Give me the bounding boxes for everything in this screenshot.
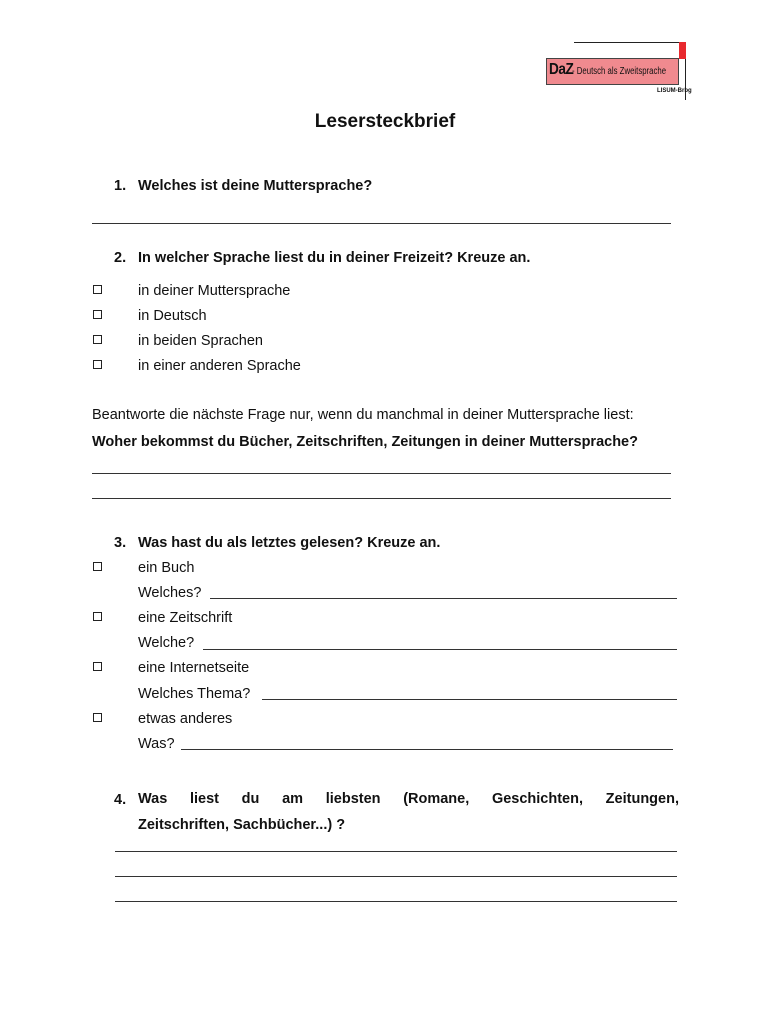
q3-checkbox-4[interactable] [93, 713, 102, 722]
logo-small-text: LISUM-Brbg [657, 88, 692, 94]
q3-followup-1: Welches? [138, 585, 202, 601]
conditional-answer-line-1[interactable] [92, 473, 671, 474]
q3-option-1: ein Buch [138, 560, 195, 576]
q1-answer-line[interactable] [92, 223, 671, 224]
q3-number: 3. [114, 535, 127, 551]
q3-text: Was hast du als letztes gelesen? Kreuze an. [138, 535, 441, 551]
page-title: Lesersteckbrief [314, 111, 456, 132]
q3-followup-2: Welche? [138, 635, 195, 651]
q2-option-2: in Deutsch [138, 308, 207, 324]
q3-option-3: eine Internetseite [138, 660, 250, 676]
q3-option-2: eine Zeitschrift [138, 610, 233, 626]
q2-text: In welcher Sprache liest du in deiner Freizeit? Kreuze an. [138, 250, 531, 266]
logo-subtitle: - Deutsch als Zweitsprache [572, 66, 667, 77]
q4-number: 4. [114, 792, 127, 808]
q4-text-line-1: Was liest du am liebsten (Romane, Geschichten, Zeitungen, [138, 791, 679, 807]
q4-text-line-2: Zeitschriften, Sachbücher...) ? [138, 817, 346, 833]
conditional-answer-line-2[interactable] [92, 498, 671, 499]
q3-checkbox-1[interactable] [93, 562, 102, 571]
q1-number: 1. [114, 178, 127, 194]
q2-number: 2. [114, 250, 127, 266]
q3-followup-line-3[interactable] [262, 699, 677, 700]
q2-option-1: in deiner Muttersprache [138, 283, 291, 299]
q4-answer-line-1[interactable] [115, 851, 677, 852]
q4-text [138, 786, 679, 838]
q2-checkbox-4[interactable] [93, 360, 102, 369]
q3-checkbox-3[interactable] [93, 662, 102, 671]
q2-checkbox-1[interactable] [93, 285, 102, 294]
q2-option-4: in einer anderen Sprache [138, 358, 301, 374]
q1-text: Welches ist deine Muttersprache? [138, 178, 373, 194]
q3-followup-line-2[interactable] [203, 649, 677, 650]
conditional-note: Beantworte die nächste Frage nur, wenn du manchmal in deiner Muttersprache liest: [92, 407, 634, 423]
q2-checkbox-3[interactable] [93, 335, 102, 344]
q2-checkbox-2[interactable] [93, 310, 102, 319]
q3-followup-4: Was? [138, 736, 175, 752]
logo-red-tab [679, 42, 686, 59]
q3-option-4: etwas anderes [138, 711, 233, 727]
conditional-question: Woher bekommst du Bücher, Zeitschriften, Zeitungen in deiner Muttersprache? [92, 434, 638, 450]
q2-option-3: in beiden Sprachen [138, 333, 263, 349]
q4-answer-line-2[interactable] [115, 876, 677, 877]
q3-followup-line-1[interactable] [210, 598, 677, 599]
q4-answer-line-3[interactable] [115, 901, 677, 902]
q3-followup-line-4[interactable] [181, 749, 673, 750]
q3-checkbox-2[interactable] [93, 612, 102, 621]
logo-brand: DaZ [549, 61, 574, 78]
q3-followup-3: Welches Thema? [138, 686, 251, 702]
